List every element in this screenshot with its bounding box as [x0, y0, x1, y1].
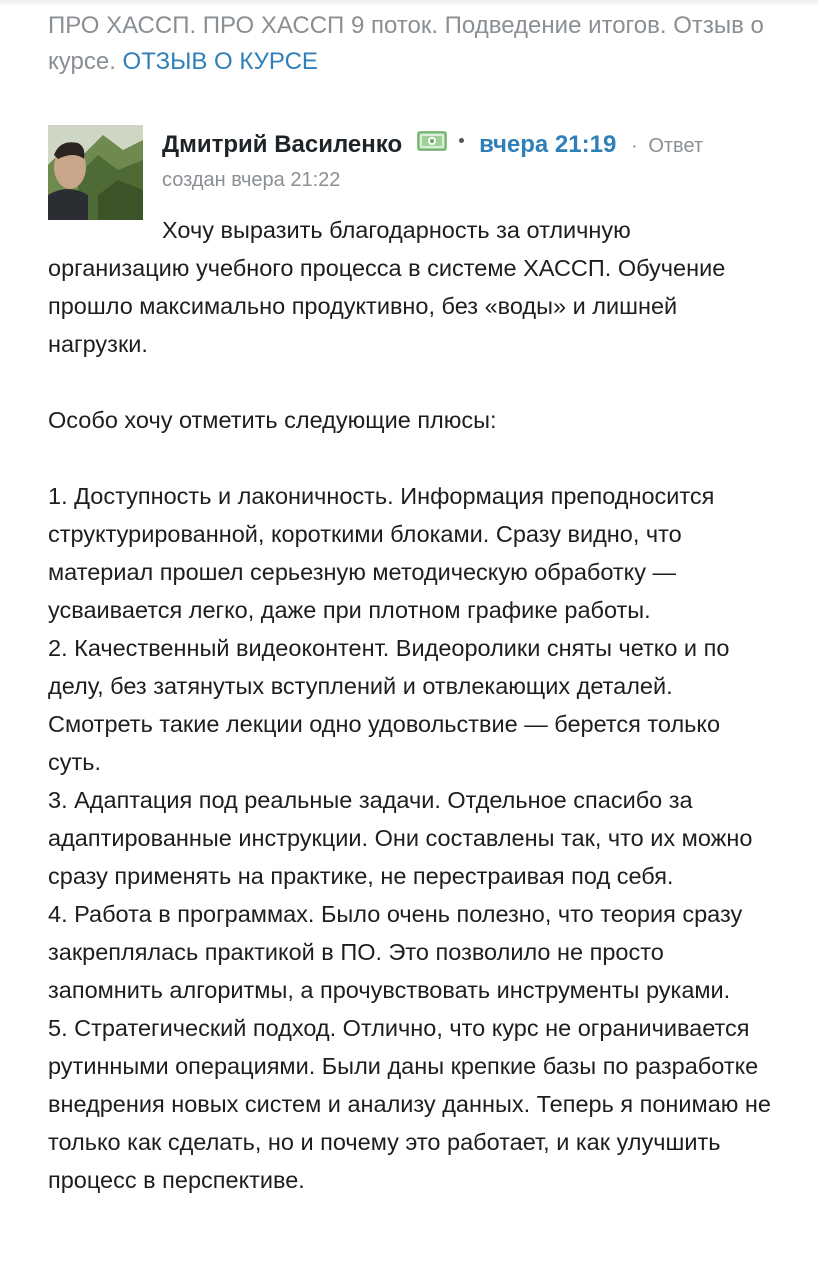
comment-list-item-2: 2. Качественный видеоконтент. Видеоролики сняты четко и по делу, без затянутых вступлений и отвлекающих деталей. Смотреть такие лекции одно удовольствие — берется только суть.: [48, 635, 730, 775]
comment-paragraph-intro: Хочу выразить благодарность за отличную организацию учебного процесса в системе ХАССП. Обучение прошло максимально продуктивно, без «воды» и лишней нагрузки.: [48, 217, 726, 357]
avatar-image: [48, 125, 143, 220]
comment-list-item-5: 5. Стратегический подход. Отлично, что курс не ограничивается рутинными операциями. Были даны крепкие базы по разработке внедрения новых систем и анализу данных. Теперь я понимаю не только как сделать, но и почему это работает, и как улучшить процесс в перспективе.: [48, 1015, 771, 1193]
avatar[interactable]: [48, 125, 143, 220]
comment-time-link[interactable]: вчера 21:19: [479, 131, 617, 158]
top-edge: [0, 0, 818, 6]
separator: ·: [630, 135, 638, 157]
comment-list-item-4: 4. Работа в программах. Было очень полезно, что теория сразу закреплялась практикой в ПО. Это позволило не просто запомнить алгоритмы, а прочувствовать инструменты руками.: [48, 901, 743, 1003]
paragraph-gap: [48, 363, 778, 401]
comment-list-item-3: 3. Адаптация под реальные задачи. Отдельное спасибо за адаптированные инструкции. Они составлены так, что их можно сразу применять на практике, не перестраивая под себя.: [48, 787, 753, 889]
breadcrumb-link-review[interactable]: ОТЗЫВ О КУРСЕ: [122, 48, 318, 75]
created-label: создан вчера 21:22: [162, 169, 341, 191]
comment-body: [48, 211, 778, 1199]
comment-header: [162, 127, 782, 163]
reply-label[interactable]: Ответ: [648, 135, 704, 157]
paragraph-gap: [48, 439, 778, 477]
breadcrumb-path: ПРО ХАССП. ПРО ХАССП 9 поток. Подведение итогов. Отзыв о курсе.: [48, 12, 764, 75]
comment-list-item-1: 1. Доступность и лаконичность. Информация преподносится структурированной, короткими блоками. Сразу видно, что материал прошел серьезную методическую обработку — усваивается легко, даже при плотном графике работы.: [48, 483, 715, 623]
money-badge-icon: [417, 126, 447, 162]
breadcrumb: [48, 8, 788, 80]
author-name[interactable]: Дмитрий Василенко: [162, 131, 403, 158]
comment-paragraph-plus-heading: Особо хочу отметить следующие плюсы:: [48, 407, 497, 433]
separator-dot: [459, 138, 464, 143]
